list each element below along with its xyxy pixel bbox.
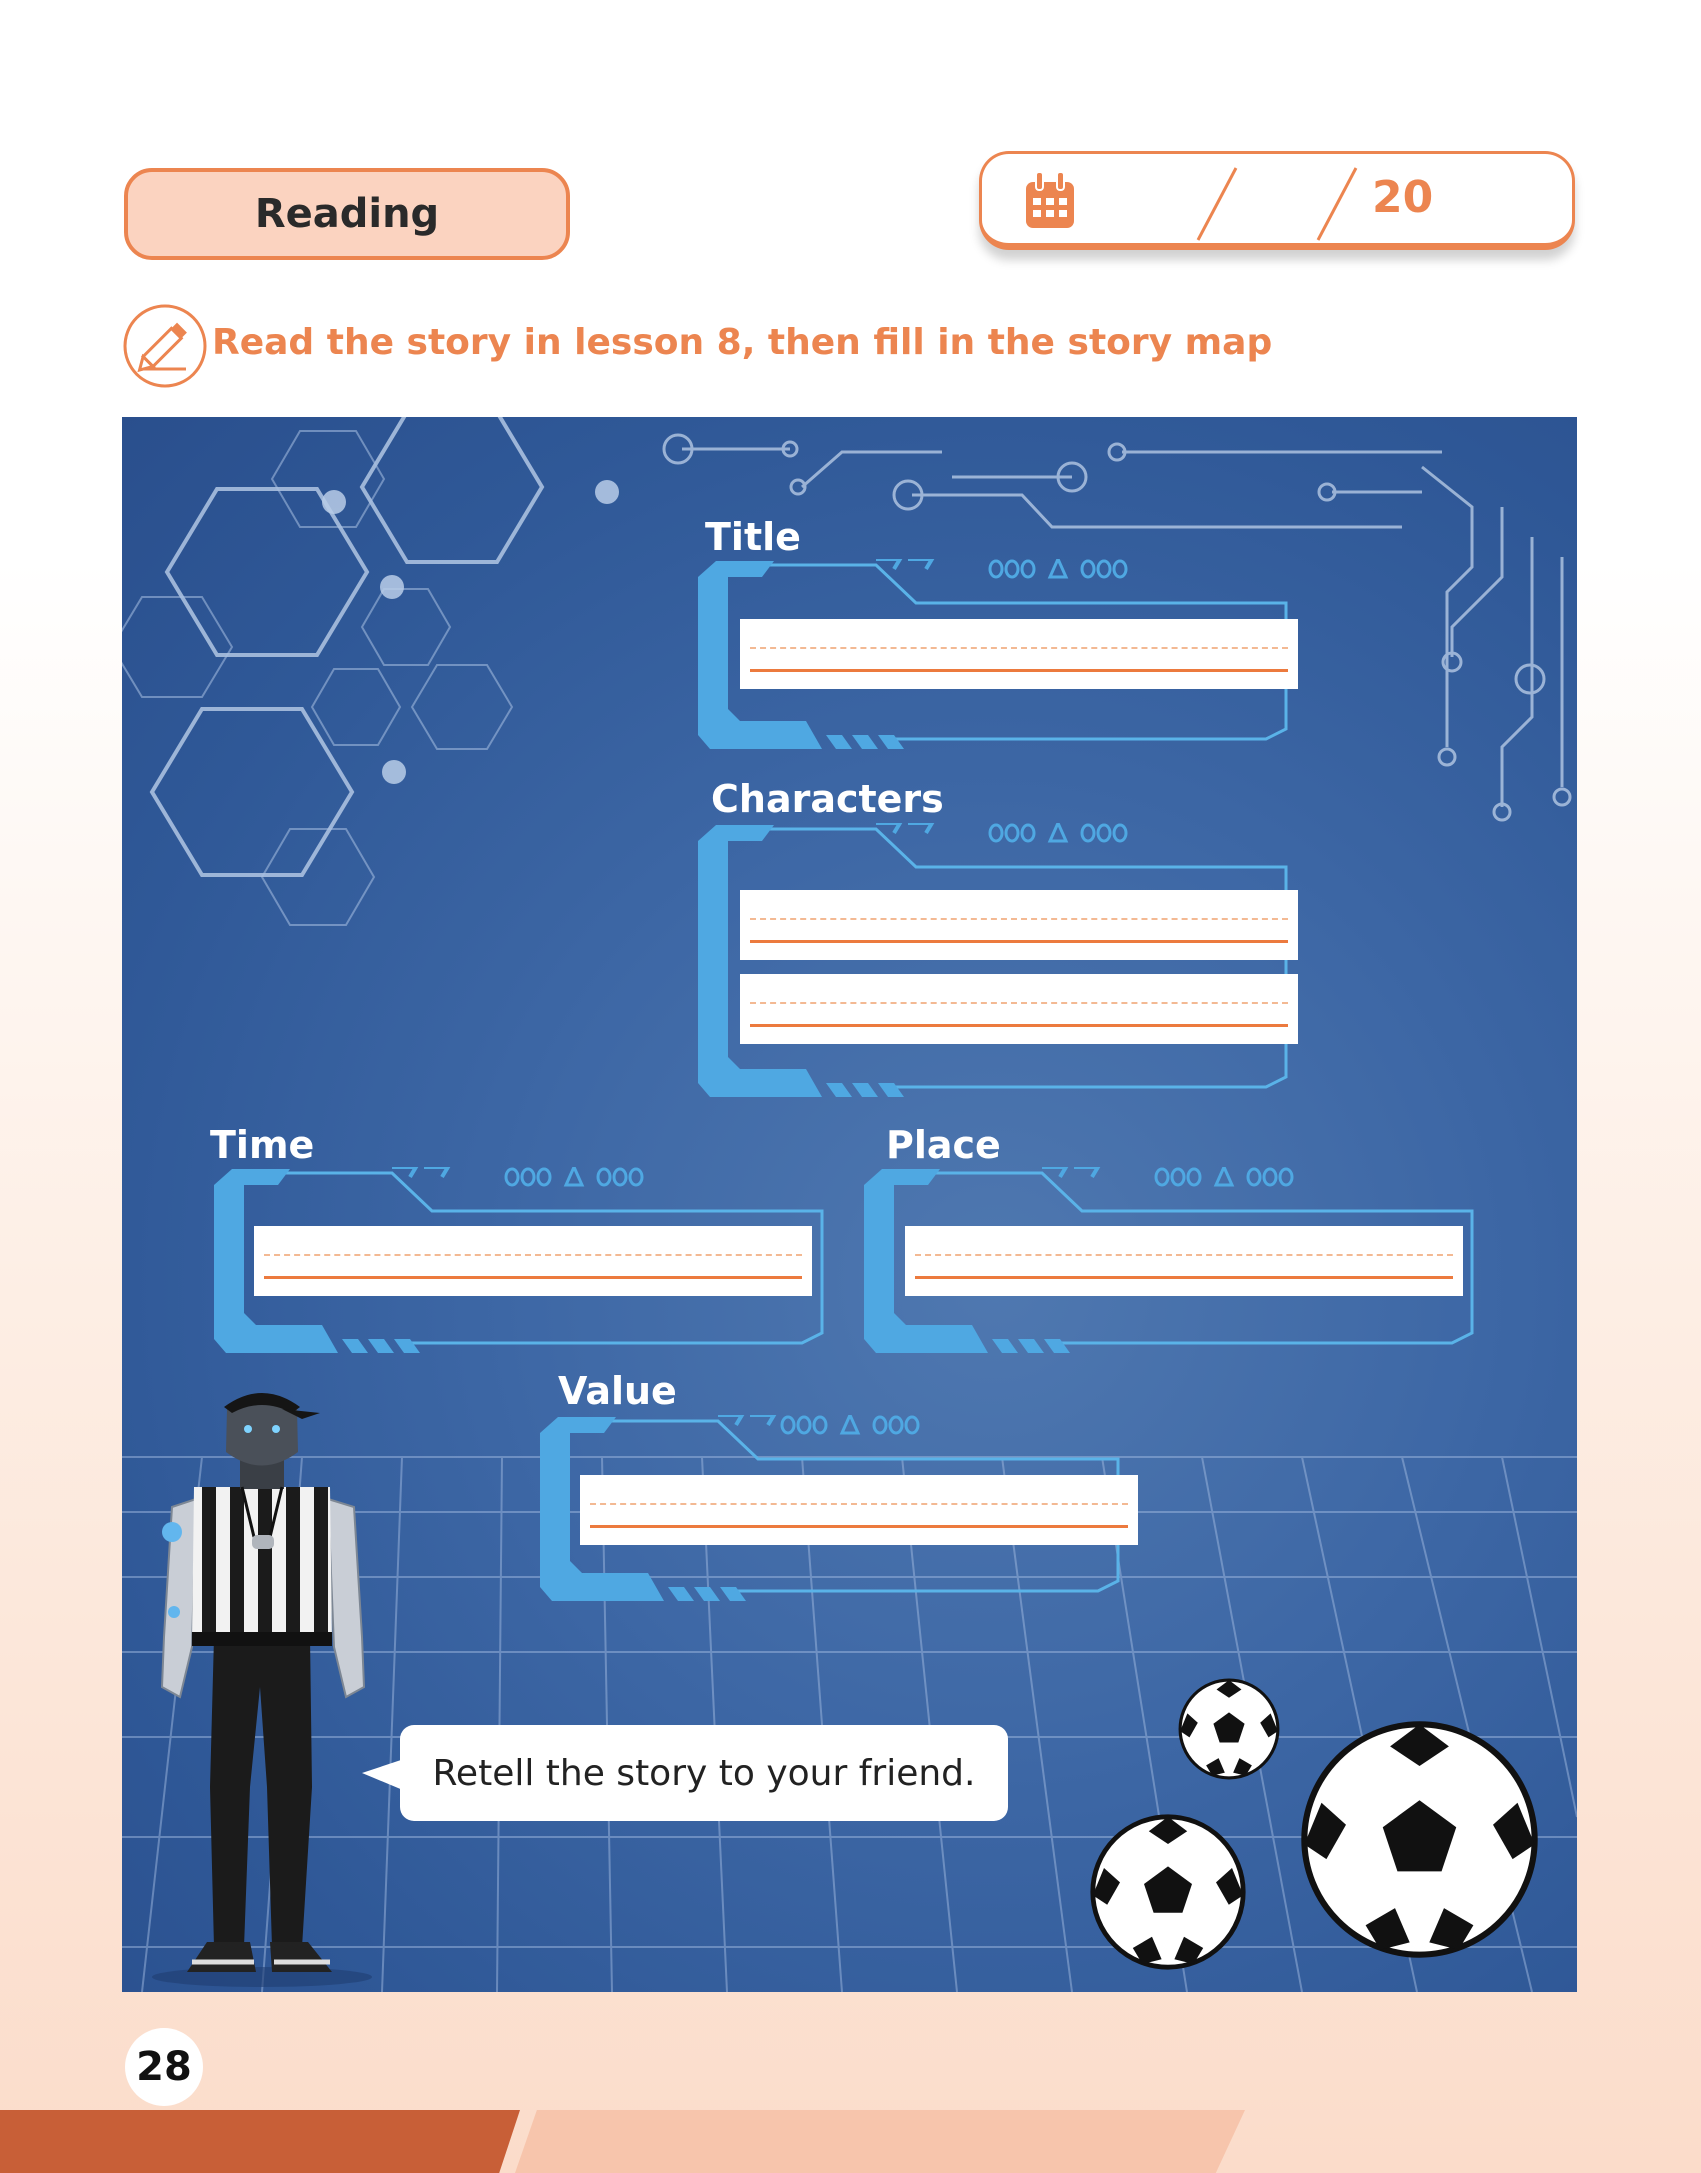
soccer-ball-small-icon <box>1177 1677 1281 1781</box>
speech-bubble <box>400 1725 1008 1821</box>
speech-bubble-text: Retell the story to your friend. <box>432 1752 976 1794</box>
section-tab <box>124 168 570 260</box>
section-title: Reading <box>254 191 440 237</box>
pencil-icon <box>122 303 208 389</box>
page-number: 28 <box>136 2044 192 2090</box>
instruction-text: Read the story in lesson 8, then fill in the story map <box>212 322 1273 363</box>
time-label: Time <box>210 1123 315 1167</box>
title-answer-line[interactable] <box>740 619 1298 689</box>
characters-answer-line-2[interactable] <box>740 974 1298 1044</box>
date-separator-1 <box>1192 164 1242 244</box>
value-answer-line[interactable] <box>580 1475 1138 1545</box>
soccer-ball-medium-icon <box>1088 1812 1248 1972</box>
soccer-ball-large-icon <box>1297 1717 1542 1962</box>
title-label: Title <box>705 515 801 559</box>
characters-answer-line-1[interactable] <box>740 890 1298 960</box>
robot-referee-illustration <box>132 1387 392 1987</box>
characters-label: Characters <box>711 777 944 821</box>
value-label: Value <box>558 1369 677 1413</box>
characters-frame <box>696 823 1316 1107</box>
calendar-icon <box>1022 168 1078 234</box>
date-year: 20 <box>1372 172 1434 223</box>
date-separator-2 <box>1312 164 1362 244</box>
footer-bar-dark <box>0 2110 520 2173</box>
place-answer-line[interactable] <box>905 1226 1463 1296</box>
page-number-badge <box>125 2028 203 2106</box>
time-answer-line[interactable] <box>254 1226 812 1296</box>
story-map-scene <box>122 417 1577 1992</box>
date-field[interactable] <box>979 151 1575 250</box>
place-label: Place <box>886 1123 1001 1167</box>
footer-bar-light <box>515 2110 1245 2173</box>
